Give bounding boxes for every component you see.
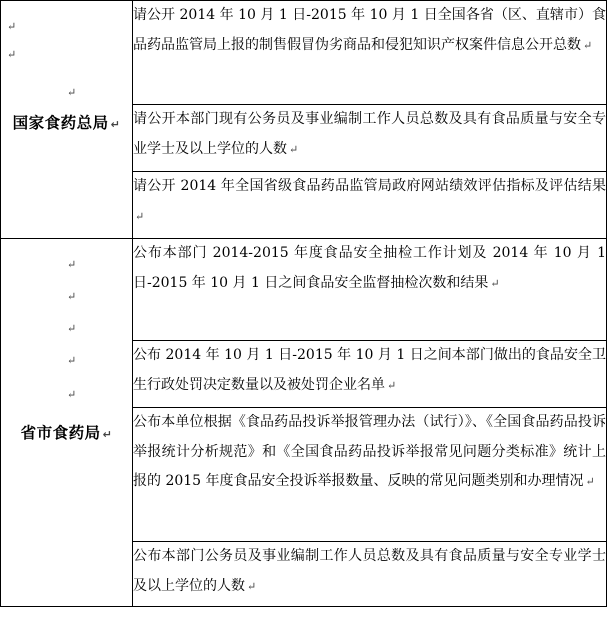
paragraph-mark: ↵ [67, 290, 77, 303]
paragraph-mark: ↵ [102, 428, 113, 441]
paragraph-mark: ↵ [585, 475, 595, 488]
paragraph-mark: ↵ [490, 276, 500, 290]
org-cell-provincial [1, 239, 133, 607]
paragraph-mark: ↵ [67, 322, 77, 335]
paragraph-mark: ↵ [67, 388, 77, 401]
paragraph-mark: ↵ [110, 118, 121, 131]
disclosure-item: 公布 2014 年 10 月 1 日-2015 年 10 月 1 日之间本部门做出的食品安全卫生行政处罚决定数量以及被处罚企业名单 ↵ [133, 341, 607, 408]
paragraph-mark: ↵ [247, 579, 257, 593]
org-label-national: 国家食药总局 [12, 114, 109, 132]
paragraph-mark: ↵ [387, 378, 397, 392]
org-cell-national [1, 1, 133, 239]
paragraph-mark: ↵ [67, 258, 77, 271]
disclosure-item: 请公开 2014 年 10 月 1 日-2015 年 10 月 1 日全国各省（区、直辖市）食品药品监管局上报的制售假冒伪劣商品和侵犯知识产权案件信息公开总数 ↵ [133, 1, 607, 105]
paragraph-mark: ↵ [67, 86, 77, 99]
paragraph-mark: ↵ [67, 354, 77, 367]
disclosure-item: 公布本部门公务员及事业编制工作人员总数及具有食品质量与安全专业学士及以上学位的人数 ↵ [133, 542, 607, 607]
paragraph-mark: ↵ [583, 38, 593, 52]
disclosure-item: 公布本部门 2014-2015 年度食品安全抽检工作计划及 2014 年 10 月 1 日-2015 年 10 月 1 日之间食品安全监督抽检次数和结果 ↵ [133, 239, 607, 341]
paragraph-mark: ↵ [135, 209, 145, 223]
paragraph-mark: ↵ [289, 142, 299, 156]
disclosure-item: 公布本单位根据《食品药品投诉举报管理办法（试行）》、《全国食品药品投诉举报统计分析规范》和《全国食品药品投诉举报常见问题分类标准》统计上报的 2015 年度食品安全投诉举报数量、反映的常见问题类别和办理情况 ↵ [133, 408, 607, 542]
paragraph-mark: ↵ [7, 20, 17, 33]
org-label-provincial: 省市食药局 [20, 424, 101, 442]
disclosure-item: 请公开 2014 年全国省级食品药品监管局政府网站绩效评估指标及评估结果↵ [133, 172, 607, 239]
paragraph-mark: ↵ [7, 48, 17, 61]
disclosure-item: 请公开本部门现有公务员及事业编制工作人员总数及具有食品质量与安全专业学士及以上学位的人数 ↵ [133, 105, 607, 172]
